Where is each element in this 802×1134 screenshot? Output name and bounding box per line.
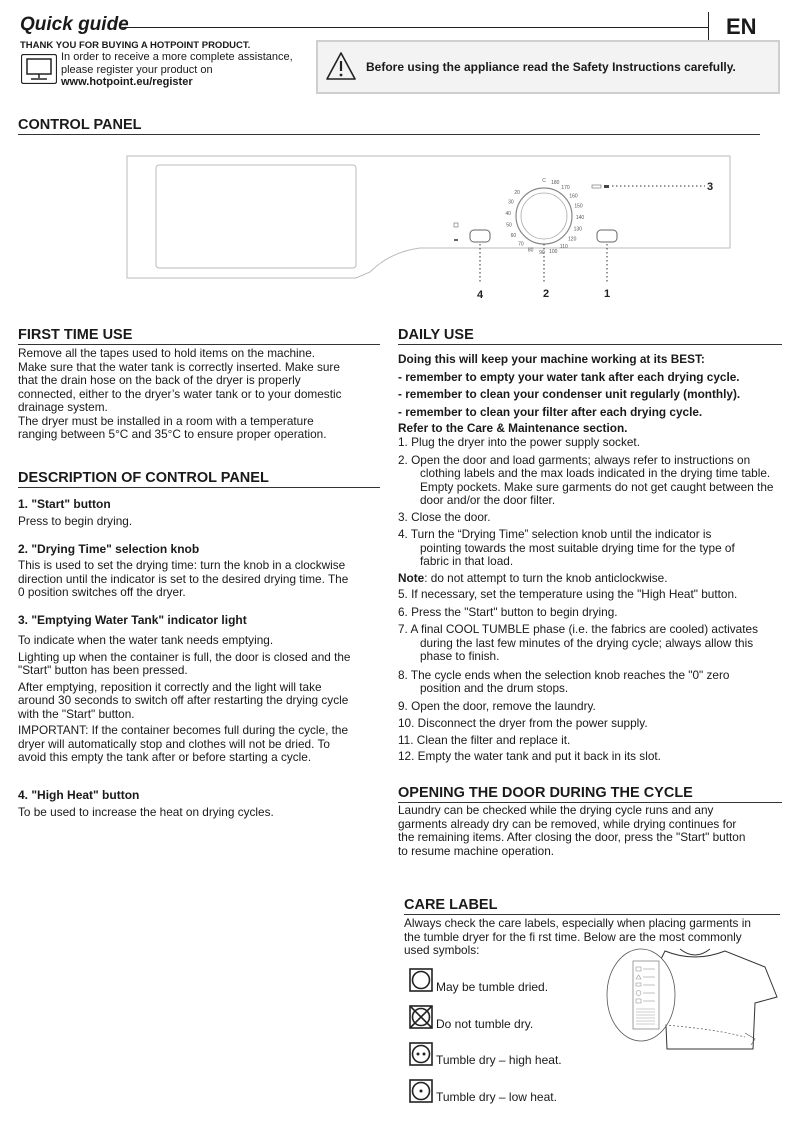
safety-notice: Before using the appliance read the Safety Instructions carefully. (366, 60, 736, 74)
step-1: 1. Plug the dryer into the power supply socket. (398, 435, 640, 449)
dial-label: 150 (574, 203, 583, 210)
drying-time-title: 2. "Drying Time" selection knob (18, 542, 200, 556)
text-line: the tumble dryer for the fi rst time. Below are the most commonly (404, 929, 742, 944)
tshirt-care-label-illustration (605, 945, 783, 1055)
text-line: The dryer must be installed in a room with a temperature (18, 413, 314, 428)
section-rule (18, 344, 380, 345)
tumble-dry-icon (409, 968, 433, 992)
text-line: Make sure that the water tank is correctly inserted. Make sure (18, 359, 340, 374)
water-tank-desc (18, 634, 382, 765)
step-8: 8. The cycle ends when the selection knob reaches the "0" zero position and the drum stops. (398, 667, 730, 695)
section-rule (404, 914, 780, 915)
first-time-use-heading: FIRST TIME USE (18, 327, 133, 343)
tip-line: Refer to the Care & Maintenance section. (398, 421, 628, 435)
tip-line: - remember to clean your condenser unit regularly (monthly). (398, 387, 741, 401)
opening-door-text (398, 804, 786, 858)
text-line: direction until the indicator is set to the desired drying time. The (18, 571, 349, 586)
note-line: Note: do not attempt to turn the knob anticlockwise. (398, 570, 668, 585)
warning-icon (326, 51, 356, 81)
dial-label: 100 (549, 248, 558, 255)
opening-door-heading: OPENING THE DOOR DURING THE CYCLE (398, 785, 693, 801)
high-heat-button[interactable] (470, 230, 490, 242)
callout-4: 4 (476, 289, 484, 301)
dial-label: 30 (508, 199, 514, 206)
tip-line: - remember to clean your filter after each drying cycle. (398, 404, 703, 419)
step-11: 11. Clean the filter and replace it. (398, 732, 571, 747)
step-12: 12. Empty the water tank and put it back in its slot. (398, 749, 661, 763)
register-info (61, 51, 293, 89)
dial-label: 60 (510, 232, 517, 239)
do-not-tumble-dry-icon (409, 1005, 433, 1029)
control-panel-heading: CONTROL PANEL (18, 117, 142, 133)
tumble-dry-low-icon (409, 1079, 433, 1103)
start-button-title: 1. "Start" button (18, 497, 111, 511)
step-4: 4. Turn the “Drying Time” selection knob until the indicator is pointing towards the most suitable drying time for the type of fabric in that load. (398, 527, 735, 568)
computer-icon (21, 54, 57, 84)
text-line: around 30 seconds to switch off after restarting the drying cycle (18, 693, 349, 707)
register-line: In order to receive a more complete assistance, (61, 51, 293, 63)
high-heat-desc: To be used to increase the heat on drying cycles. (18, 805, 274, 819)
control-panel-diagram (120, 148, 740, 308)
dial-label: 160 (569, 193, 578, 200)
page-title: Quick guide (20, 14, 129, 35)
register-line: please register your product on (61, 63, 213, 76)
section-rule (18, 134, 760, 135)
text-line: "Start" button has been pressed. (18, 663, 188, 677)
daily-use-tips (398, 351, 740, 436)
care-symbol-label: Tumble dry – low heat. (436, 1090, 557, 1104)
step-7: 7. A final COOL TUMBLE phase (i.e. the fabrics are cooled) activates during the last few minutes of the drying cycle; always allow this phase to finish. (398, 622, 758, 663)
tip-line: - remember to empty your water tank after each drying cycle. (398, 369, 740, 384)
text-line: ranging between 5°C and 35°C to ensure proper operation. (18, 427, 327, 441)
step-3: 3. Close the door. (398, 509, 491, 524)
dial-label: 20 (514, 190, 520, 197)
panel-display-window (156, 165, 356, 268)
header-rule (122, 27, 708, 28)
text-line: IMPORTANT: If the container becomes full during the cycle, the (18, 723, 349, 737)
care-symbol-label: Tumble dry – high heat. (436, 1053, 562, 1067)
dial-label: 70 (518, 241, 524, 248)
text-line: that the drain hose on the back of the dryer is properly (18, 373, 301, 387)
first-time-use-text (18, 347, 382, 442)
text-line: Laundry can be checked while the drying cycle runs and any (398, 803, 714, 817)
callout-1: 1 (603, 288, 611, 300)
dial-label: 120 (568, 236, 577, 243)
text-line: dryer will automatically stop and clothes will not be dried. To (18, 736, 330, 751)
tip-line: Doing this will keep your machine working at its BEST: (398, 352, 705, 366)
text-line: the remaining items. After closing the door, press the "Start" button (398, 830, 746, 844)
text-line: with the "Start" button. (18, 706, 135, 721)
drying-time-desc (18, 559, 382, 600)
daily-use-heading: DAILY USE (398, 327, 474, 343)
water-tank-title: 3. "Emptying Water Tank" indicator light (18, 613, 247, 627)
dial-label: 110 (559, 244, 568, 251)
start-button[interactable] (597, 230, 617, 242)
step-5: 5. If necessary, set the temperature using the "High Heat" button. (398, 587, 738, 601)
section-rule (18, 487, 380, 488)
callout-3: 3 (707, 181, 714, 193)
text-line: drainage system. (18, 400, 108, 414)
thank-you-text: THANK YOU FOR BUYING A HOTPOINT PRODUCT. (20, 40, 251, 51)
high-heat-title: 4. "High Heat" button (18, 788, 140, 802)
text-line: To indicate when the water tank needs emptying. (18, 633, 274, 647)
step-2: 2. Open the door and load garments; always refer to instructions on clothing labels and the max loads indicated in the drying time table. Empty pockets. Make sure garments do not get caught between the door and/or the door filter. (398, 452, 774, 507)
text-line: connected, either to the dryer’s water tank or to your domestic (18, 386, 342, 401)
step-10: 10. Disconnect the dryer from the power supply. (398, 716, 648, 730)
start-button-desc: Press to begin drying. (18, 514, 133, 528)
dial-label: 40 (505, 210, 511, 217)
care-symbol-label: May be tumble dried. (436, 980, 549, 994)
dial-label: 80 (527, 247, 534, 254)
dial-label: 180 (551, 179, 560, 186)
text-line: to resume machine operation. (398, 843, 555, 858)
dial-label: 130 (573, 226, 582, 233)
text-line: 0 position switches off the dryer. (18, 585, 186, 599)
text-line: Remove all the tapes used to hold items on the machine. (18, 346, 316, 360)
tumble-dry-high-icon (409, 1042, 433, 1066)
text-line: Lighting up when the container is full, the door is closed and the (18, 649, 351, 664)
text-line: Always check the care labels, especially when placing garments in (404, 916, 751, 930)
step-6: 6. Press the "Start" button to begin drying. (398, 604, 618, 619)
section-rule (398, 344, 782, 345)
daily-use-steps (398, 436, 786, 764)
description-heading: DESCRIPTION OF CONTROL PANEL (18, 470, 269, 486)
dial-label: 140 (575, 215, 585, 221)
text-line: This is used to set the drying time: turn the knob in a clockwise (18, 558, 346, 572)
step-9: 9. Open the door, remove the laundry. (398, 698, 596, 713)
text-line: used symbols: (404, 943, 480, 957)
dial-label: 50 (506, 222, 512, 229)
dial-label: 90 (539, 249, 545, 256)
register-link[interactable]: www.hotpoint.eu/register (61, 76, 193, 88)
care-label-heading: CARE LABEL (404, 897, 498, 913)
language-code: EN (726, 14, 757, 39)
dial-label: 170 (561, 185, 570, 192)
text-line: avoid this empty the tank after or before starting a cycle. (18, 750, 312, 764)
text-line: After emptying, reposition it correctly and the light will take (18, 679, 322, 694)
text-line: garments already dry can be removed, while drying continues for (398, 816, 737, 831)
callout-2: 2 (542, 288, 550, 300)
care-symbol-label: Do not tumble dry. (436, 1017, 534, 1031)
dial-label: C (542, 178, 546, 184)
